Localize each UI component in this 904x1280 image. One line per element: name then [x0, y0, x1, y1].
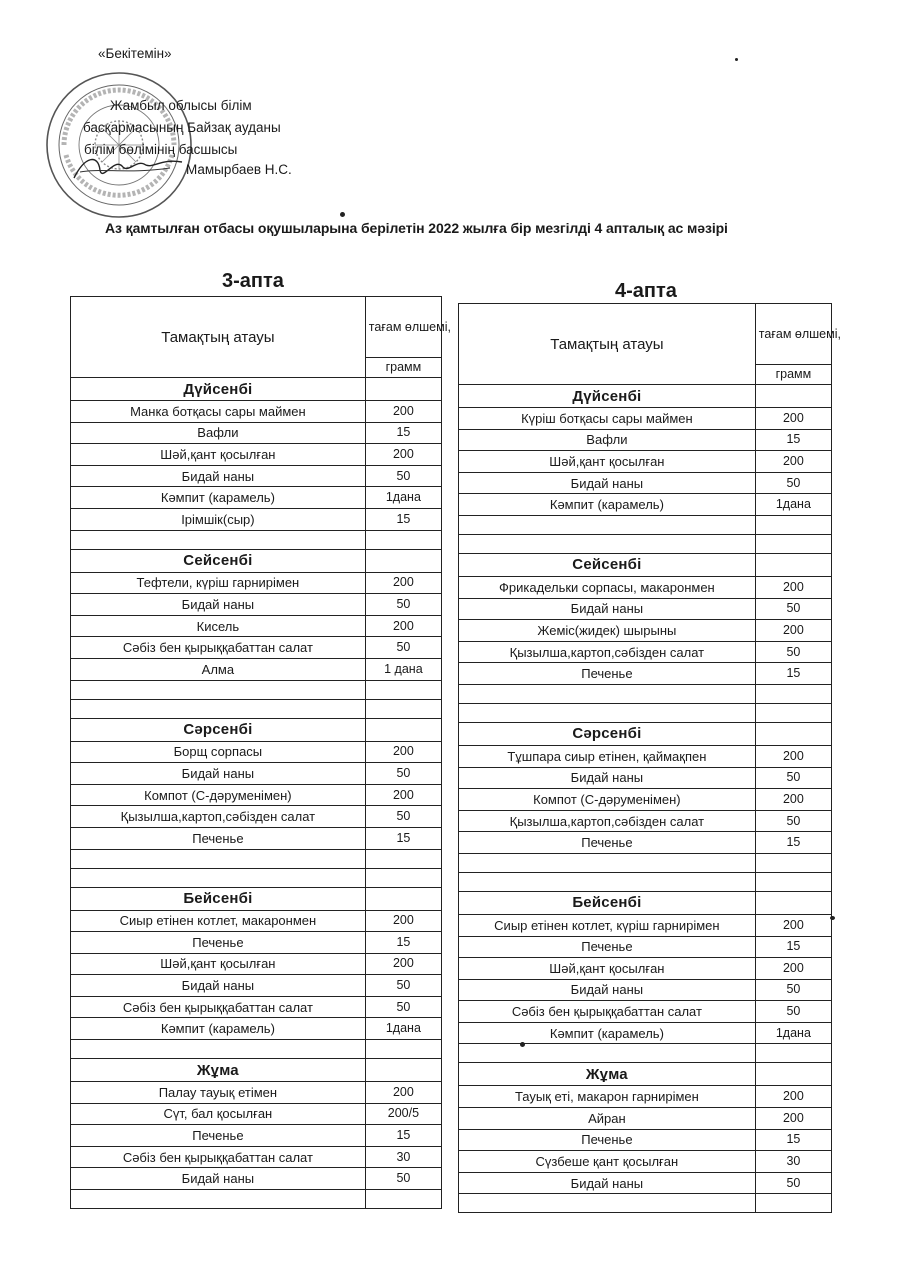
dish-name: Печенье [459, 832, 756, 854]
dish-quantity: 200 [755, 789, 831, 811]
dish-name: Айран [459, 1108, 756, 1130]
dish-name: Шәй,қант қосылған [71, 953, 366, 975]
dish-quantity: 1дана [365, 1018, 441, 1040]
empty-cell [755, 891, 831, 914]
dish-name: Печенье [459, 936, 756, 958]
dish-name: Печенье [459, 663, 756, 685]
empty-cell [755, 1063, 831, 1086]
table-row [459, 620, 832, 642]
dish-quantity: 50 [755, 641, 831, 663]
dish-name-header: Тамақтың атауы [71, 297, 366, 378]
table-row [459, 745, 832, 767]
dish-quantity: 200 [755, 620, 831, 642]
dish-name: Кәмпит (карамель) [71, 487, 366, 509]
dish-quantity: 15 [755, 832, 831, 854]
dish-name: Бидай наны [71, 594, 366, 616]
dish-name: Манка ботқасы сары маймен [71, 401, 366, 423]
dish-name: Компот (С-дәруменімен) [71, 784, 366, 806]
dish-name: Жеміс(жидек) шырыны [459, 620, 756, 642]
empty-cell [459, 1044, 756, 1063]
dish-quantity: 200 [365, 910, 441, 932]
day-name: Бейсенбі [459, 891, 756, 914]
table-row [71, 444, 442, 466]
dish-name: Кәмпит (карамель) [459, 1022, 756, 1044]
table-row [459, 832, 832, 854]
dish-quantity: 200 [755, 408, 831, 430]
table-row [71, 508, 442, 530]
dish-quantity: 200 [365, 784, 441, 806]
day-name: Бейсенбі [71, 887, 366, 910]
dish-name: Бидай наны [71, 465, 366, 487]
dish-quantity: 200 [365, 444, 441, 466]
day-row [459, 385, 832, 408]
empty-cell [755, 684, 831, 703]
dish-quantity: 15 [365, 932, 441, 954]
table-row [71, 594, 442, 616]
blank-row [71, 1190, 442, 1209]
blank-row [459, 515, 832, 534]
empty-cell [755, 853, 831, 872]
dish-quantity: 50 [365, 465, 441, 487]
empty-cell [755, 872, 831, 891]
dish-quantity: 200 [755, 1086, 831, 1108]
empty-cell [755, 553, 831, 576]
dish-quantity: 15 [755, 936, 831, 958]
dish-quantity: 200 [755, 1108, 831, 1130]
table-row [71, 763, 442, 785]
empty-cell [365, 699, 441, 718]
dish-quantity: 200 [365, 572, 441, 594]
approval-signatory: Мамырбаев Н.С. [186, 162, 292, 177]
empty-cell [365, 1040, 441, 1059]
gram-unit-header: грамм [365, 358, 441, 378]
week-3-menu-table [70, 296, 451, 1209]
blank-row [71, 849, 442, 868]
table-row [459, 576, 832, 598]
dish-quantity: 50 [755, 810, 831, 832]
dish-quantity: 200 [755, 576, 831, 598]
table-row [459, 1172, 832, 1194]
scan-speck [830, 916, 835, 920]
empty-cell [755, 515, 831, 534]
week-3-title: 3-апта [222, 270, 284, 292]
day-row [459, 1063, 832, 1086]
empty-cell [365, 1059, 441, 1082]
dish-quantity: 50 [755, 1001, 831, 1023]
scan-speck [520, 1042, 525, 1047]
dish-name: Қызылша,картоп,сәбізден салат [459, 641, 756, 663]
table-row [71, 827, 442, 849]
dish-name: Сиыр етінен котлет, макаронмен [71, 910, 366, 932]
blank-row [459, 534, 832, 553]
empty-cell [71, 699, 366, 718]
dish-quantity: 15 [365, 508, 441, 530]
dish-name: Печенье [71, 932, 366, 954]
day-row [71, 549, 442, 572]
dish-quantity: 1 дана [365, 658, 441, 680]
empty-cell [755, 722, 831, 745]
gram-unit-header: грамм [755, 365, 831, 385]
approval-line-1: Жамбыл облысы білім [110, 98, 252, 113]
day-row [459, 891, 832, 914]
dish-name: Бидай наны [71, 975, 366, 997]
header-row [71, 297, 442, 358]
table-row [459, 958, 832, 980]
dish-quantity: 50 [755, 767, 831, 789]
dish-name: Бидай наны [459, 767, 756, 789]
dish-quantity: 50 [365, 637, 441, 659]
table-row [459, 810, 832, 832]
table-row [71, 1018, 442, 1040]
dish-quantity: 200 [755, 745, 831, 767]
table-row [459, 408, 832, 430]
dish-name: Фрикадельки сорпасы, макаронмен [459, 576, 756, 598]
table-row [459, 789, 832, 811]
dish-quantity: 200 [755, 914, 831, 936]
portion-size-header: тағам өлшемі, [755, 304, 831, 365]
dish-name: Сүзбеше қант қосылған [459, 1151, 756, 1173]
table-row [71, 465, 442, 487]
dish-name: Сәбіз бен қырыққабаттан салат [71, 996, 366, 1018]
table-row [71, 401, 442, 423]
empty-cell [71, 530, 366, 549]
day-row [459, 553, 832, 576]
empty-cell [459, 703, 756, 722]
dish-name: Бидай наны [459, 1172, 756, 1194]
dish-quantity: 50 [365, 763, 441, 785]
table-row [459, 472, 832, 494]
approval-line-2: басқармасының Байзақ ауданы [83, 120, 281, 135]
table-row [71, 637, 442, 659]
empty-cell [365, 849, 441, 868]
table-row [71, 1168, 442, 1190]
dish-quantity: 200 [365, 615, 441, 637]
table-row [71, 1082, 442, 1104]
empty-cell [459, 534, 756, 553]
empty-cell [459, 515, 756, 534]
blank-row [71, 530, 442, 549]
table-row [71, 422, 442, 444]
dish-name: Алма [71, 658, 366, 680]
table-row [459, 1129, 832, 1151]
table-row [459, 979, 832, 1001]
portion-size-header: тағам өлшемі, [365, 297, 441, 358]
dish-name: Бидай наны [71, 1168, 366, 1190]
dish-name: Сиыр етінен котлет, күріш гарнирімен [459, 914, 756, 936]
week-4-title: 4-апта [615, 280, 677, 302]
dish-name: Тефтели, күріш гарнирімен [71, 572, 366, 594]
empty-cell [365, 680, 441, 699]
table-row [459, 1022, 832, 1044]
empty-cell [365, 868, 441, 887]
empty-cell [459, 872, 756, 891]
dish-name: Печенье [71, 1125, 366, 1147]
table-row [459, 1086, 832, 1108]
dish-name: Сәбіз бен қырыққабаттан салат [71, 637, 366, 659]
empty-cell [365, 718, 441, 741]
dish-quantity: 15 [755, 1129, 831, 1151]
dish-quantity: 1дана [365, 487, 441, 509]
empty-cell [459, 1194, 756, 1213]
day-name: Жұма [71, 1059, 366, 1082]
empty-cell [71, 849, 366, 868]
day-row [459, 722, 832, 745]
dish-name: Кисель [71, 615, 366, 637]
table-row [71, 741, 442, 763]
dish-name: Шәй,қант қосылған [71, 444, 366, 466]
blank-row [459, 684, 832, 703]
header-row [459, 304, 832, 365]
dish-quantity: 30 [755, 1151, 831, 1173]
dish-name: Ірімшік(сыр) [71, 508, 366, 530]
dish-quantity: 50 [755, 472, 831, 494]
blank-row [459, 853, 832, 872]
blank-row [71, 699, 442, 718]
dish-quantity: 200/5 [365, 1103, 441, 1125]
day-row [71, 378, 442, 401]
dish-quantity: 200 [755, 958, 831, 980]
blank-row [459, 1194, 832, 1213]
empty-cell [71, 680, 366, 699]
dish-name: Күріш ботқасы сары маймен [459, 408, 756, 430]
dish-name: Кәмпит (карамель) [71, 1018, 366, 1040]
day-name: Дүйсенбі [459, 385, 756, 408]
empty-cell [755, 1044, 831, 1063]
dish-name: Палау тауық етімен [71, 1082, 366, 1104]
table-row [459, 914, 832, 936]
dish-quantity: 15 [755, 429, 831, 451]
scan-speck [340, 212, 345, 217]
table-row [459, 1001, 832, 1023]
dish-name: Вафли [71, 422, 366, 444]
table-row [459, 641, 832, 663]
table-row [71, 784, 442, 806]
day-name: Жұма [459, 1063, 756, 1086]
empty-cell [755, 385, 831, 408]
table-row [459, 936, 832, 958]
blank-row [459, 703, 832, 722]
dish-quantity: 15 [365, 827, 441, 849]
empty-cell [71, 1040, 366, 1059]
empty-cell [365, 887, 441, 910]
dish-name: Қызылша,картоп,сәбізден салат [459, 810, 756, 832]
empty-cell [755, 703, 831, 722]
dish-quantity: 200 [755, 451, 831, 473]
dish-quantity: 50 [365, 594, 441, 616]
scan-speck [735, 58, 738, 61]
table-row [71, 953, 442, 975]
empty-cell [459, 853, 756, 872]
dish-name: Шәй,қант қосылған [459, 451, 756, 473]
dish-name: Тауық еті, макарон гарнирімен [459, 1086, 756, 1108]
day-row [71, 1059, 442, 1082]
dish-name: Қызылша,картоп,сәбізден салат [71, 806, 366, 828]
dish-name: Бидай наны [459, 472, 756, 494]
day-name: Дүйсенбі [71, 378, 366, 401]
dish-name: Компот (С-дәруменімен) [459, 789, 756, 811]
empty-cell [365, 530, 441, 549]
dish-name: Тұшпара сиыр етінен, қаймақпен [459, 745, 756, 767]
table-row [71, 996, 442, 1018]
approval-line-3: білім бөлімінің басшысы [84, 142, 238, 157]
dish-name: Кәмпит (карамель) [459, 494, 756, 516]
table-row [71, 932, 442, 954]
day-row [71, 887, 442, 910]
dish-quantity: 15 [365, 1125, 441, 1147]
dish-quantity: 200 [365, 953, 441, 975]
dish-name: Печенье [71, 827, 366, 849]
table-row [71, 975, 442, 997]
table-row [459, 598, 832, 620]
empty-cell [755, 1194, 831, 1213]
empty-cell [71, 1190, 366, 1209]
table-row [71, 1125, 442, 1147]
dish-name: Вафли [459, 429, 756, 451]
table-row [71, 658, 442, 680]
table-row [459, 494, 832, 516]
table-row [71, 910, 442, 932]
dish-quantity: 200 [365, 401, 441, 423]
table-row [71, 806, 442, 828]
dish-quantity: 1дана [755, 494, 831, 516]
dish-quantity: 200 [365, 1082, 441, 1104]
table-row [71, 487, 442, 509]
dish-quantity: 1дана [755, 1022, 831, 1044]
blank-row [459, 1044, 832, 1063]
dish-quantity: 50 [365, 806, 441, 828]
empty-cell [365, 549, 441, 572]
empty-cell [71, 868, 366, 887]
empty-cell [365, 378, 441, 401]
dish-name: Бидай наны [459, 598, 756, 620]
empty-cell [459, 684, 756, 703]
dish-name: Сәбіз бен қырыққабаттан салат [459, 1001, 756, 1023]
blank-row [459, 872, 832, 891]
dish-quantity: 30 [365, 1146, 441, 1168]
dish-name-header: Тамақтың атауы [459, 304, 756, 385]
empty-cell [365, 1190, 441, 1209]
blank-row [71, 868, 442, 887]
dish-quantity: 50 [755, 1172, 831, 1194]
table-row [459, 451, 832, 473]
document-title: Аз қамтылған отбасы оқушыларына берілетін 2022 жылға бір мезгілді 4 апталық ас мәзірі [105, 220, 728, 236]
table-row [459, 767, 832, 789]
dish-quantity: 15 [755, 663, 831, 685]
table-row [459, 1151, 832, 1173]
dish-quantity: 50 [365, 1168, 441, 1190]
dish-name: Борщ сорпасы [71, 741, 366, 763]
dish-quantity: 50 [365, 996, 441, 1018]
dish-quantity: 50 [365, 975, 441, 997]
dish-quantity: 50 [755, 598, 831, 620]
dish-name: Бидай наны [71, 763, 366, 785]
table-row [71, 615, 442, 637]
approval-title: «Бекітемін» [98, 46, 172, 61]
dish-name: Печенье [459, 1129, 756, 1151]
table-row [71, 1103, 442, 1125]
empty-cell [755, 534, 831, 553]
day-name: Сәрсенбі [71, 718, 366, 741]
day-name: Сейсенбі [459, 553, 756, 576]
dish-name: Сәбіз бен қырыққабаттан салат [71, 1146, 366, 1168]
day-row [71, 718, 442, 741]
blank-row [71, 1040, 442, 1059]
day-name: Сейсенбі [71, 549, 366, 572]
dish-name: Сүт, бал қосылған [71, 1103, 366, 1125]
table-row [459, 429, 832, 451]
dish-quantity: 15 [365, 422, 441, 444]
table-row [459, 663, 832, 685]
week-4-menu-table [458, 303, 841, 1213]
dish-quantity: 200 [365, 741, 441, 763]
dish-quantity: 50 [755, 979, 831, 1001]
table-row [71, 1146, 442, 1168]
table-row [459, 1108, 832, 1130]
dish-name: Бидай наны [459, 979, 756, 1001]
dish-name: Шәй,қант қосылған [459, 958, 756, 980]
blank-row [71, 680, 442, 699]
table-row [71, 572, 442, 594]
day-name: Сәрсенбі [459, 722, 756, 745]
